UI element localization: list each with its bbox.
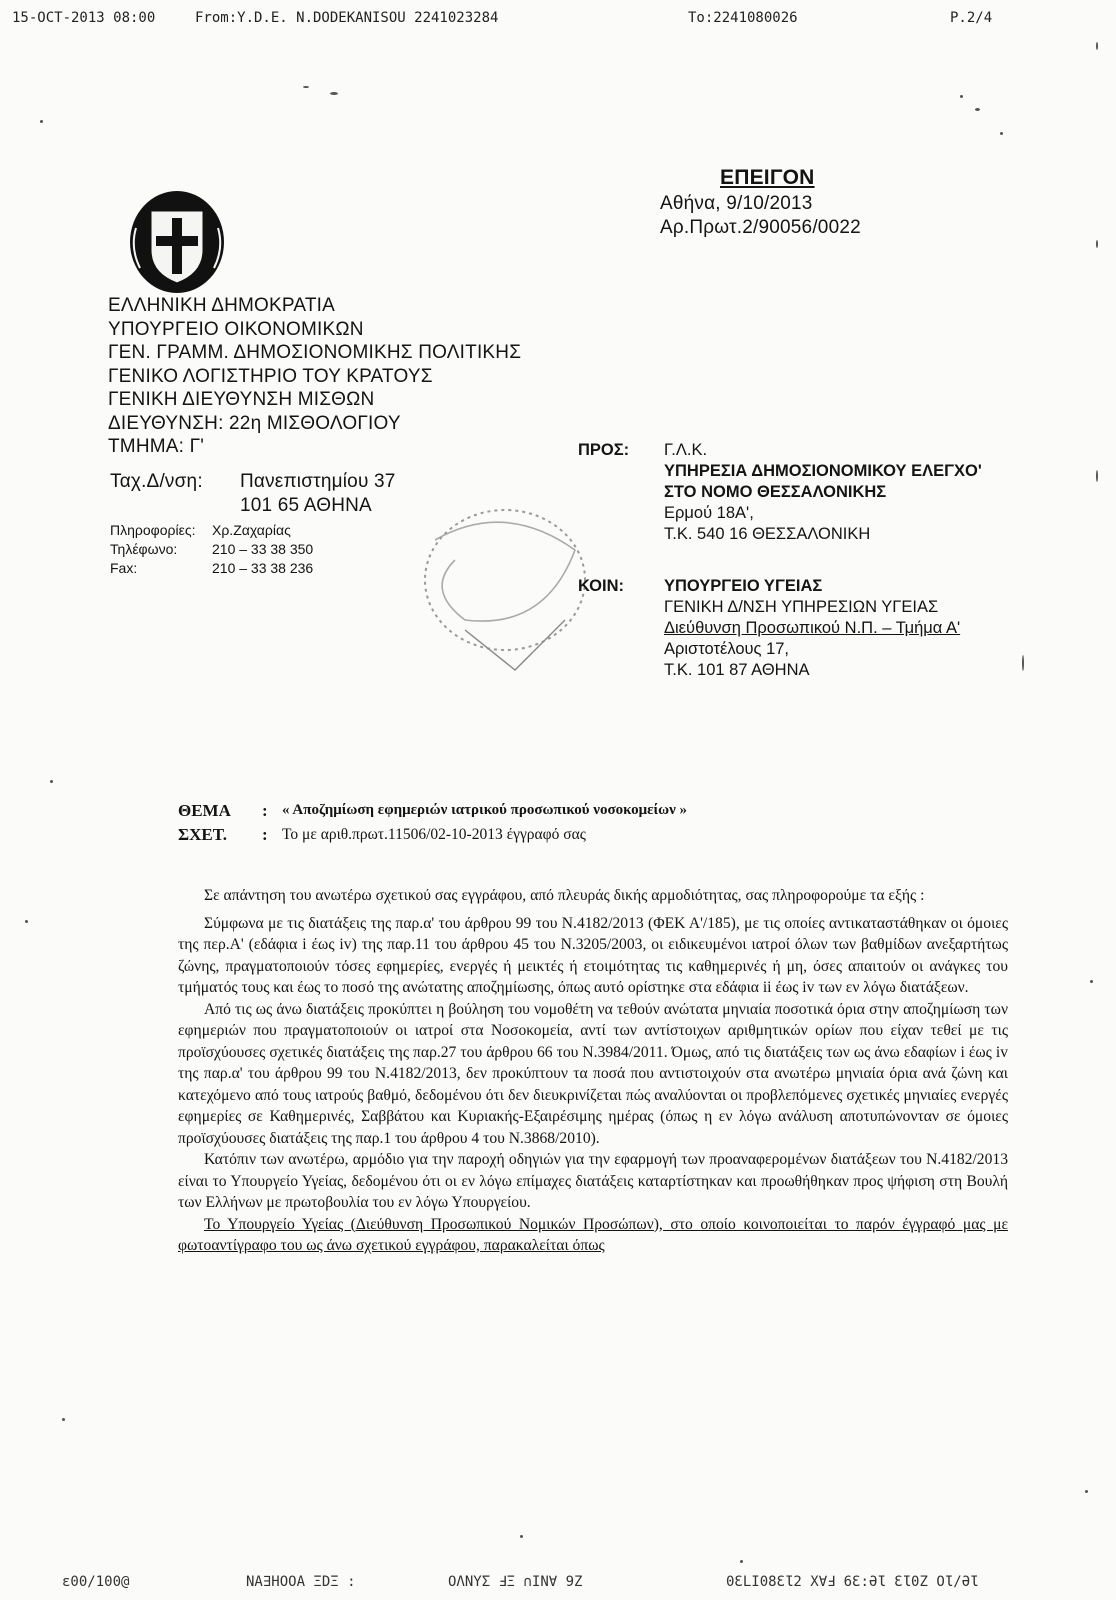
body-paragraph: Σύμφωνα με τις διατάξεις της παρ.α' του άρθρου 99 του Ν.4182/2013 (ΦΕΚ Α'/185), με τις οποίες αντικαταστάθηκαν οι όμοιες της περ.Α' (εδάφια i έως iv) της παρ.11 του άρθρου 45 του Ν.3205/2003, οι ειδικευμένοι ιατροί όλων των βαθμίδων ανεξαρτήτως ζώνης, πραγματοποιούν τόσες εφημερίες, ενεργές ή μεικτές ή ετοιμότητας τις καθημερινές ή μη, όσες απαιτούν οι ανάγκες του τμήματός τους και έως το ποσό της ανώτατης αποζημίωσης, όπως αυτό ορίστηκε στα εδάφια ii έως iv των εν λόγω διατάξεων. bbox=[178, 914, 1008, 996]
fax-to: To:2241080026 bbox=[688, 10, 798, 26]
protocol-number: Αρ.Πρωτ.2/90056/0022 bbox=[660, 217, 861, 238]
coat-of-arms-emblem bbox=[128, 188, 226, 296]
cc-line: Αριστοτέλους 17, bbox=[664, 640, 790, 658]
info-value: Χρ.Ζαχαρίας bbox=[212, 522, 291, 538]
info-label: Πληροφορίες: bbox=[110, 522, 196, 538]
recipient-line: ΥΠΗΡΕΣΙΑ ΔΗΜΟΣΙΟΝΟΜΙΚΟΥ ΕΛΕΓΧΟ' bbox=[664, 462, 982, 480]
phone-value: 210 – 33 38 350 bbox=[212, 541, 314, 557]
fax-value: 210 – 33 38 236 bbox=[212, 560, 314, 576]
recipient-label: ΠΡΟΣ: bbox=[578, 441, 630, 459]
footer-fax-timestamp: 0ƐLI08ƐƖ2 X∀Ⅎ 6Ɛ:ƏƖ ƐƖ0Z OƖ/ƏƖ bbox=[726, 1574, 979, 1590]
reference-label: ΣΧΕΤ. bbox=[178, 825, 228, 844]
subject-text: « Αποζημίωση εφημεριών ιατρικού προσωπικού νοσοκομείων » bbox=[282, 802, 688, 818]
sender-line: ΕΛΛΗΝΙΚΗ ΔΗΜΟΚΡΑΤΙΑ bbox=[108, 295, 335, 316]
cc-label: ΚΟΙΝ: bbox=[578, 577, 624, 595]
sender-line: ΓΕΝ. ΓΡΑΜΜ. ΔΗΜΟΣΙΟΝΟΜΙΚΗΣ ΠΟΛΙΤΙΚΗΣ bbox=[108, 342, 522, 363]
recipient-line: ΣΤΟ ΝΟΜΟ ΘΕΣΣΑΛΟΝΙΚΗΣ bbox=[664, 483, 887, 501]
sender-line: ΓΕΝΙΚΟ ΛΟΓΙΣΤΗΡΙΟ ΤΟΥ ΚΡΑΤΟΥΣ bbox=[108, 365, 433, 387]
address-city: 101 65 ΑΘΗΝΑ bbox=[240, 495, 372, 516]
sender-block bbox=[108, 294, 521, 459]
subject-label: ΘΕΜΑ bbox=[178, 801, 231, 820]
sender-line: ΔΙΕΥΘΥΝΣΗ: 22η ΜΙΣΘΟΛΟΓΙΟΥ bbox=[108, 412, 401, 434]
cc-block bbox=[664, 576, 960, 681]
sender-line: ΓΕΝΙΚΗ ΔΙΕΥΘΥΝΣΗ ΜΙΣΘΩΝ bbox=[108, 389, 375, 410]
footer-fax-line: OΛNYΣ ℲΞ ∩IN∀ 9Z bbox=[448, 1574, 583, 1590]
place-date: Αθήνα, 9/10/2013 bbox=[660, 193, 813, 214]
cc-line: ΓΕΝΙΚΗ Δ/ΝΣΗ ΥΠΗΡΕΣΙΩΝ ΥΓΕΙΑΣ bbox=[664, 598, 939, 616]
footer-fax-sender: NA∃HOOA ΞDΞ : bbox=[246, 1574, 356, 1590]
urgent-label: ΕΠΕΙΓΟΝ bbox=[720, 166, 815, 189]
reference-text: Το με αριθ.πρωτ.11506/02-10-2013 έγγραφό σας bbox=[282, 826, 586, 843]
cc-line: Τ.Κ. 101 87 ΑΘΗΝΑ bbox=[664, 661, 810, 679]
body-paragraph: Από τις ως άνω διατάξεις προκύπτει η βούληση του νομοθέτη να τεθούν ανώτατα μηνιαία ποσοτικά όρια στην αποζημίωση των εφημεριών που πραγματοποιούν οι ιατροί στα Νοσοκομεία, αντί των αντίστοιχων αριθμητικών ορίων που είχαν τεθεί με τις προϊσχύουσες σχετικές διατάξεις της παρ.27 του άρθρου 66 του Ν.3984/2011. Όμως, από τις διατάξεις των ως άνω εδαφίων i έως iv της παρ.α' του άρθρου 99 του Ν.4182/2013, δεν προκύπτουν τα ποσά που αντιστοιχούν στα ανωτέρω μηνιαία όρια ανά ζώνη και κατεχόμενο από τους ιατρούς βαθμό, δεδομένου ότι δεν διευκρινίζεται πώς αναλύονται οι προβλεπόμενες σχετικές μηνιαίες ενεργές εφημερίες σε Καθημερινές, Σαββάτου και Κυριακής-Εξαιρέσιμης ημέρας (όπως η εν λόγω ανάλυση αποτυπώνονταν σε όμοιες προϊσχύουσες διατάξεις της παρ.1 του άρθρου 4 του Ν.3868/2010). bbox=[178, 1000, 1008, 1147]
fax-from: From:Y.D.E. N.DODEKANISOU 2241023284 bbox=[195, 10, 499, 26]
recipient-line: Τ.Κ. 540 16 ΘΕΣΣΑΛΟΝΙΚΗ bbox=[664, 525, 871, 543]
phone-label: Τηλέφωνο: bbox=[110, 541, 178, 557]
fax-label: Fax: bbox=[110, 560, 138, 576]
cc-line: ΥΠΟΥΡΓΕΙΟ ΥΓΕΙΑΣ bbox=[664, 577, 823, 595]
recipient-line: Γ.Λ.Κ. bbox=[664, 441, 708, 459]
body-paragraph: Το Υπουργείο Υγείας (Διεύθυνση Προσωπικού Νομικών Προσώπων), στο οποίο κοινοποιείται το παρόν έγγραφό μας με φωτοαντίγραφο του ως άνω σχετικού εγγράφου, παρακαλείται όπως bbox=[178, 1215, 1008, 1254]
address-street: Πανεπιστημίου 37 bbox=[240, 471, 396, 492]
fax-datetime: 15-OCT-2013 08:00 bbox=[12, 10, 156, 26]
recipient-block bbox=[664, 440, 982, 545]
footer-fax-pages: ɛ00/100@ bbox=[62, 1574, 130, 1590]
sender-line: ΤΜΗΜΑ: Γ' bbox=[108, 436, 205, 457]
recipient-line: Ερμού 18Α', bbox=[664, 504, 754, 522]
cc-line: Διεύθυνση Προσωπικού Ν.Π. – Τμήμα Α' bbox=[664, 619, 961, 637]
body-paragraph: Κατόπιν των ανωτέρω, αρμόδιο για την παροχή οδηγιών για την εφαρμογή των προαναφερομένων διατάξεων του Ν.4182/2013 είναι το Υπουργείο Υγείας, δεδομένου ότι οι εν λόγω επίμαχες διατάξεις καταρτίστηκαν και προωθήθηκαν προς ψήφιση στη Βουλή των Ελλήνων με πρωτοβουλία του εν λόγω Υπουργείου. bbox=[178, 1151, 1008, 1211]
fax-page: P.2/4 bbox=[950, 10, 993, 26]
body-paragraph: Σε απάντηση του ανωτέρω σχετικού σας εγγράφου, από πλευράς δικής αρμοδιότητας, σας πληροφορούμε τα εξής : bbox=[204, 887, 925, 904]
sender-line: ΥΠΟΥΡΓΕΙΟ ΟΙΚΟΝΟΜΙΚΩΝ bbox=[108, 318, 364, 340]
address-label: Ταχ.Δ/νση: bbox=[110, 471, 203, 492]
letter-body bbox=[178, 885, 1008, 1257]
